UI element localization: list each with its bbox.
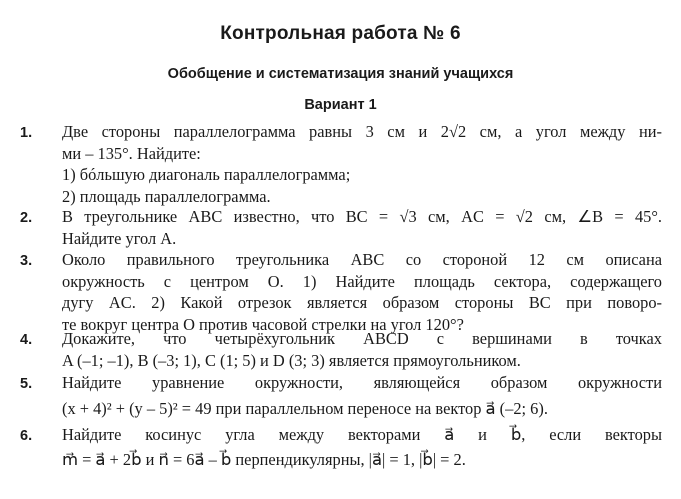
task-5 xyxy=(62,372,662,419)
task-3 xyxy=(62,249,662,335)
task-6-line-1: Найдите косинус угла между векторами a⃗ и b⃗, если векторы xyxy=(62,425,662,444)
task-4 xyxy=(62,328,662,371)
task-5-line-2: (x + 4)² + (y – 5)² = 49 при параллельном переносе на вектор a⃗ (–2; 6). xyxy=(62,398,548,418)
task-1 xyxy=(62,121,662,207)
task-1-line-4: 2) площадь параллелограмма. xyxy=(62,186,271,206)
task-1-line-1: Две стороны параллелограмма равны 3 см и 2√2 см, а угол между ни- xyxy=(62,122,662,141)
task-4-line-2: A (–1; –1), B (–3; 1), C (1; 5) и D (3; 3) является прямоугольником. xyxy=(62,350,521,370)
page-subtitle: Обобщение и систематизация знаний учащихся xyxy=(167,66,514,82)
task-3-line-1: Около правильного треугольника ABC со стороной 12 см описана xyxy=(62,250,662,269)
task-number-4: 4. xyxy=(20,332,33,348)
task-number-2: 2. xyxy=(20,210,33,226)
variant-heading: Вариант 1 xyxy=(304,97,377,113)
task-5-line-1: Найдите уравнение окружности, являющейся образом окружности xyxy=(62,373,662,392)
task-1-line-3: 1) бóльшую диагональ параллелограмма; xyxy=(62,165,351,184)
task-2-line-2: Найдите угол A. xyxy=(62,228,177,248)
task-number-3: 3. xyxy=(20,253,33,269)
task-number-1: 1. xyxy=(20,125,33,141)
task-1-line-2: ми – 135°. Найдите: xyxy=(62,143,201,163)
task-3-line-4: те вокруг центра O против часовой стрелки на угол 120°? xyxy=(62,314,464,334)
task-2 xyxy=(62,206,662,249)
task-4-line-1: Докажите, что четырёхугольник ABCD с вершинами в точках xyxy=(62,329,662,348)
task-6 xyxy=(62,424,662,470)
task-6-line-2: m⃗ = a⃗ + 2b⃗ и n⃗ = 6a⃗ – b⃗ перпендикулярны, |a⃗| = 1, |b⃗| = 2. xyxy=(62,449,466,469)
task-number-6: 6. xyxy=(20,428,33,444)
task-2-line-1: В треугольнике ABC известно, что BC = √3 см, AC = √2 см, ∠B = 45°. xyxy=(62,207,662,226)
task-3-line-3: дугу AC. 2) Какой отрезок является образом стороны BC при поворо- xyxy=(62,293,662,312)
task-3-line-2: окружность с центром O. 1) Найдите площадь сектора, содержащего xyxy=(62,271,662,291)
page-title: Контрольная работа № 6 xyxy=(220,23,461,44)
task-number-5: 5. xyxy=(20,376,33,392)
